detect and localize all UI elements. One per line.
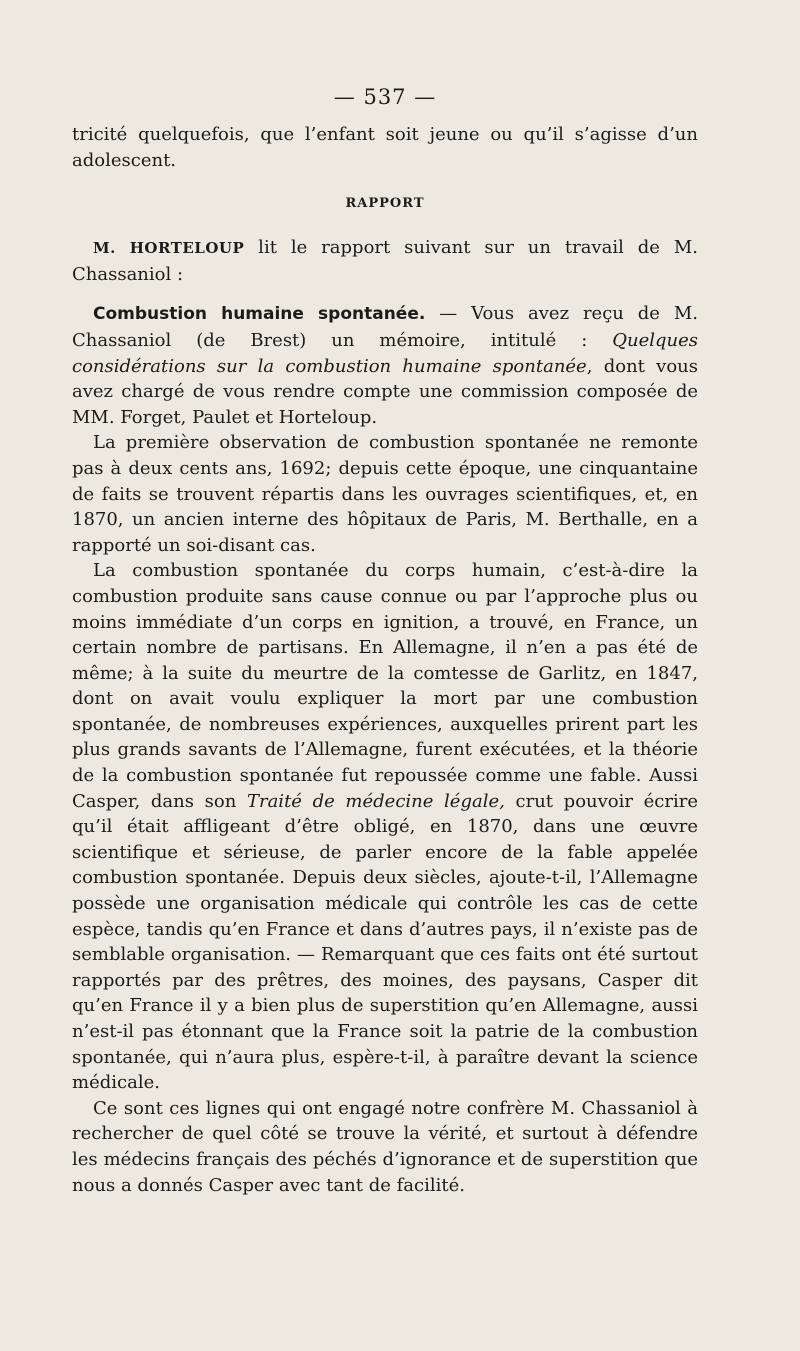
paragraph-2: La première observation de combustion spontanée ne remonte pas à deux cents ans, 1692; depuis cette époque, une cinquantaine de faits se trouvent répartis dans les ouvrages scientifiques, et, en 1870, un ancien interne des hôpitaux de Paris, M. Berthalle, en a rapporté un soi-disant cas. [72,432,698,556]
page-number: — 537 — [333,85,437,109]
text-column [72,84,698,1198]
paragraph-4: Ce sont ces lignes qui ont engagé notre confrère M. Chassaniol à rechercher de quel côté se trouve la vérité, et surtout à défendre les médecins français des péchés d’ignorance et de superstition que nous a donnés Casper avec tant de facilité. [72,1097,698,1196]
paragraph-1-text-a: — Vous avez reçu de M. Chassaniol (de Brest) un mémoire, intitulé : [72,303,698,351]
section-heading: RAPPORT [345,196,425,212]
author-name: M. HORTELOUP [93,239,245,258]
paragraph-1 [72,301,698,430]
paragraph-3-text-b: crut pouvoir écrire qu’il était affligeant d’être obligé, en 1870, dans une œuvre scientifique et sérieuse, de parler encore de la fable appelée combustion spontanée. Depuis deux siècles, ajoute-t-il, l’Allemagne possède une organisation médicale qui contrôle les cas de cette espèce, tandis qu’en France et dans d’autres pays, il n’existe pas de semblable organisation. — Remarquant que ces faits ont été surtout rapportés par des prêtres, des moines, des paysans, Casper dit qu’en France il y a bien plus de superstition qu’en Allemagne, aussi n’est-il pas étonnant que la France soit la patrie de la combustion spontanée, qui n’aura plus, espère-t-il, à paraître devant la science médicale. [72,790,698,1094]
report-intro-text: lit le rapport suivant sur un travail de M. Chassaniol : [72,237,699,285]
paragraph-3 [72,558,698,1095]
paragraph-3-text-a: La combustion spontanée du corps humain, c’est-à-dire la combustion produite sans cause connue ou par l’approche plus ou moins immédiate d’un corps en ignition, a trouvé, en France, un certain nombre de partisans. En Allemagne, il n’en a pas été de même; à la suite du meurtre de la comtesse de Garlitz, en 1847, dont on avait voulu expliquer la mort par une combustion spontanée, de nombreuses expériences, auxquelles prirent part les plus grands savants de l’Allemagne, furent exécutées, et la théorie de la combustion spontanée fut repoussée comme une fable. Aussi Casper, dans son [72,560,698,812]
report-intro-paragraph [72,235,698,287]
article-title: Combustion humaine spontanée. [93,304,426,325]
paragraph-3-book-title: Traité de médecine légale, [246,790,505,812]
paragraph-1-text-b: , dont vous avez chargé de vous rendre compte une commission composée de MM. Forget, Paulet et Horteloup. [72,355,698,428]
intro-paragraph: tricité quelquefois, que l’enfant soit jeune ou qu’il s’agisse d’un adolescent. [72,124,698,171]
paragraph-1-memoir-title: Quelques considérations sur la combustion humaine spontanée [72,329,698,377]
